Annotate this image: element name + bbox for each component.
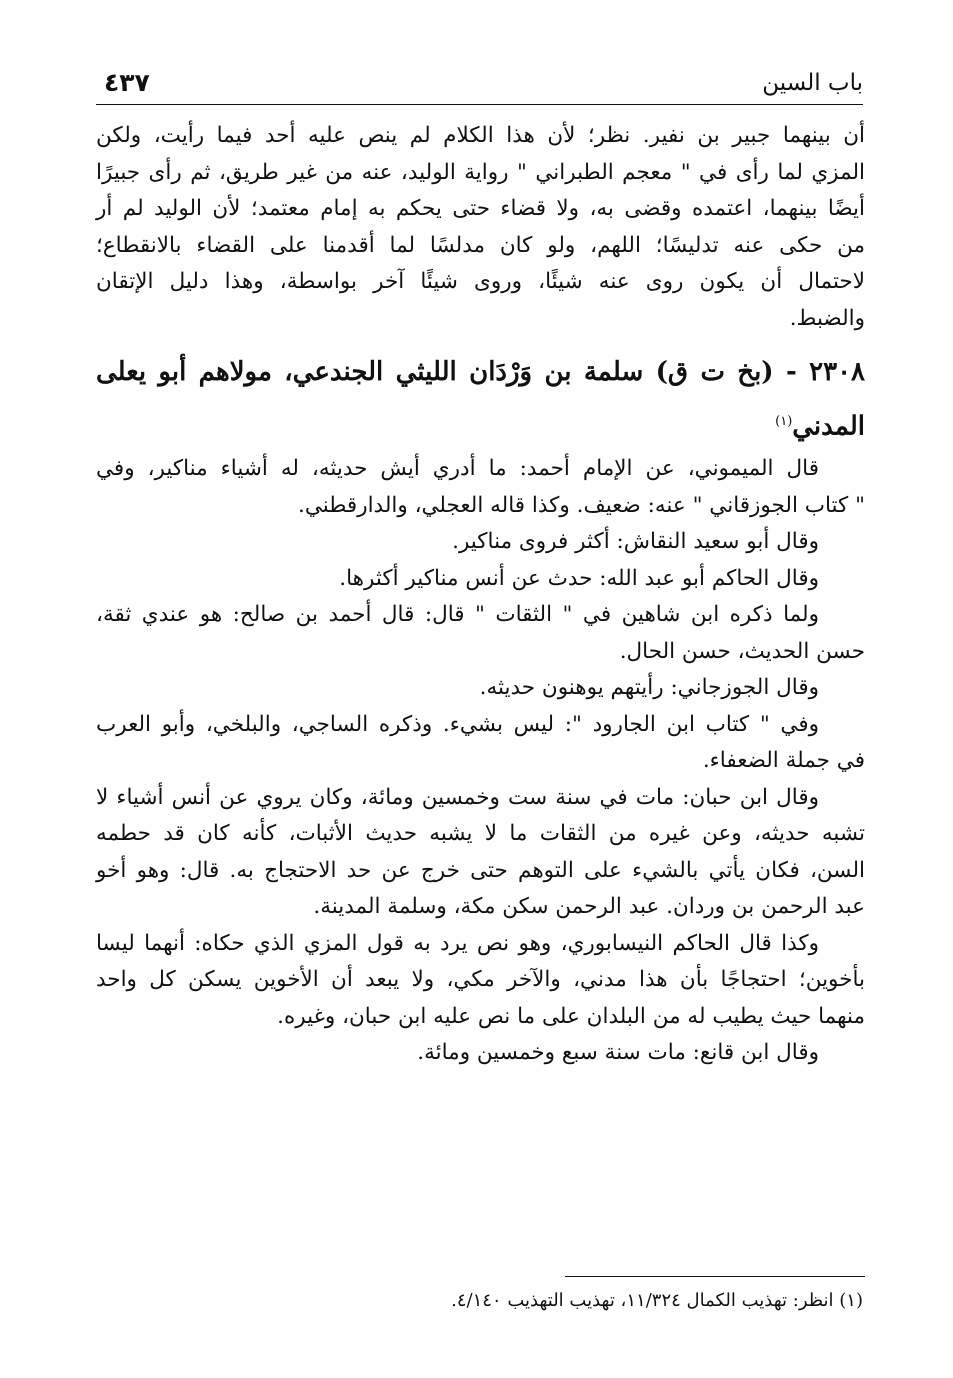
paragraph — [96, 780, 865, 926]
text-line: وقال الحاكم أبو عبد الله: حدث عن أنس مناكير أكثرها. — [339, 565, 819, 591]
entry-heading-name: المدني — [792, 411, 865, 442]
paragraph — [96, 707, 865, 780]
footnote-divider — [565, 1276, 865, 1277]
text-line: لاحتمال أن يكون روى عنه شيئًا، وروى شيئًا آخر بواسطة، وهذا دليل الإتقان — [96, 269, 865, 294]
text-line: المزي لما رأى في " معجم الطبراني " رواية الوليد، عنه من غير طريق، ثم رأى جبيرًا — [96, 159, 865, 185]
paragraph — [96, 597, 865, 670]
text-line: وقال الجوزجاني: رأيتهم يوهنون حديثه. — [479, 675, 819, 700]
text-line: بأخوين؛ احتجاجًا بأن هذا مدني، والآخر مكي، ولا يبعد أن الأخوين يسكن كل واحد — [96, 967, 865, 992]
text-line: السن، فكان يأتي بالشيء على التوهم حتى خرج عن حد الاحتجاج به. قال: وهو أخو — [96, 857, 865, 883]
page-number: ٤٣٧ — [104, 68, 150, 97]
text-line: وقال ابن حبان: مات في سنة ست وخمسين ومائة، وكان يروي عن أنس أشياء لا — [96, 784, 819, 810]
text-line: والضبط. — [789, 305, 865, 331]
text-line: " كتاب الجوزقاني " عنه: ضعيف. وكذا قاله العجلي، والدارقطني. — [298, 492, 865, 518]
text-line: في جملة الضعفاء. — [702, 748, 865, 773]
chapter-title: باب السين — [762, 70, 863, 96]
footnote-marker: (١) — [775, 414, 793, 429]
text-line: وفي " كتاب ابن الجارود ": ليس بشيء. وذكره الساجي، والبلخي، وأبو العرب — [96, 711, 819, 737]
footnote: (١) انظر: تهذيب الكمال ١١/٣٢٤، تهذيب التهذيب ٤/١٤٠. — [451, 1290, 863, 1311]
text-line: أن بينهما جبير بن نفير. نظر؛ لأن هذا الكلام لم ينص عليه أحد فيما رأيت، ولكن — [96, 123, 865, 148]
continuation-paragraph — [96, 118, 865, 337]
text-line: وقال ابن قانع: مات سنة سبع وخمسين ومائة. — [417, 1040, 819, 1065]
entry-heading-line — [96, 397, 865, 447]
text-line: وكذا قال الحاكم النيسابوري، وهو نص يرد به قول المزي الذي حكاه: أنهما ليسا — [96, 930, 819, 956]
text-line: حسن الحديث، حسن الحال. — [619, 638, 865, 664]
text-line: أيضًا بينهما، اعتمده وقضى به، ولا قضاء حتى يحكم به إمام معتمد؛ لأن الوليد لم أر — [96, 196, 865, 221]
entry-heading-line: ٢٣٠٨ - (بخ ت ق) سلمة بن وَرْدَان الليثي الجندعي، مولاهم أبو يعلى — [96, 357, 865, 387]
text-line: ولما ذكره ابن شاهين في " الثقات " قال: قال أحمد بن صالح: هو عندي ثقة، — [96, 602, 819, 627]
text-line: تشبه حديثه، وعن غيره من الثقات ما لا يشبه حديث الأثبات، كأنه كان قد حطمه — [96, 821, 865, 846]
text-line: عبد الرحمن بن وردان. عبد الرحمن سكن مكة، وسلمة المدينة. — [313, 894, 865, 919]
paragraph — [96, 670, 865, 707]
text-line: وقال أبو سعيد النقاش: أكثر فروى مناكير. — [452, 529, 819, 554]
paragraph — [96, 926, 865, 1036]
paragraph — [96, 1035, 865, 1072]
text-line: منهما حيث يطيب له من البلدان على ما نص عليه ابن حبان، وغيره. — [277, 1003, 865, 1029]
text-line: قال الميموني، عن الإمام أحمد: ما أدري أيش حديثه، له أشياء مناكير، وفي — [96, 456, 819, 481]
paragraph — [96, 524, 865, 561]
page-body — [96, 118, 865, 1072]
entry-heading — [96, 347, 865, 447]
paragraph — [96, 561, 865, 598]
text-line: من حكى عنه تدليسًا؛ اللهم، ولو كان مدلسًا لما أقدمنا على القضاء بالانقطاع؛ — [96, 232, 865, 258]
page-header — [96, 58, 863, 105]
paragraph — [96, 451, 865, 524]
